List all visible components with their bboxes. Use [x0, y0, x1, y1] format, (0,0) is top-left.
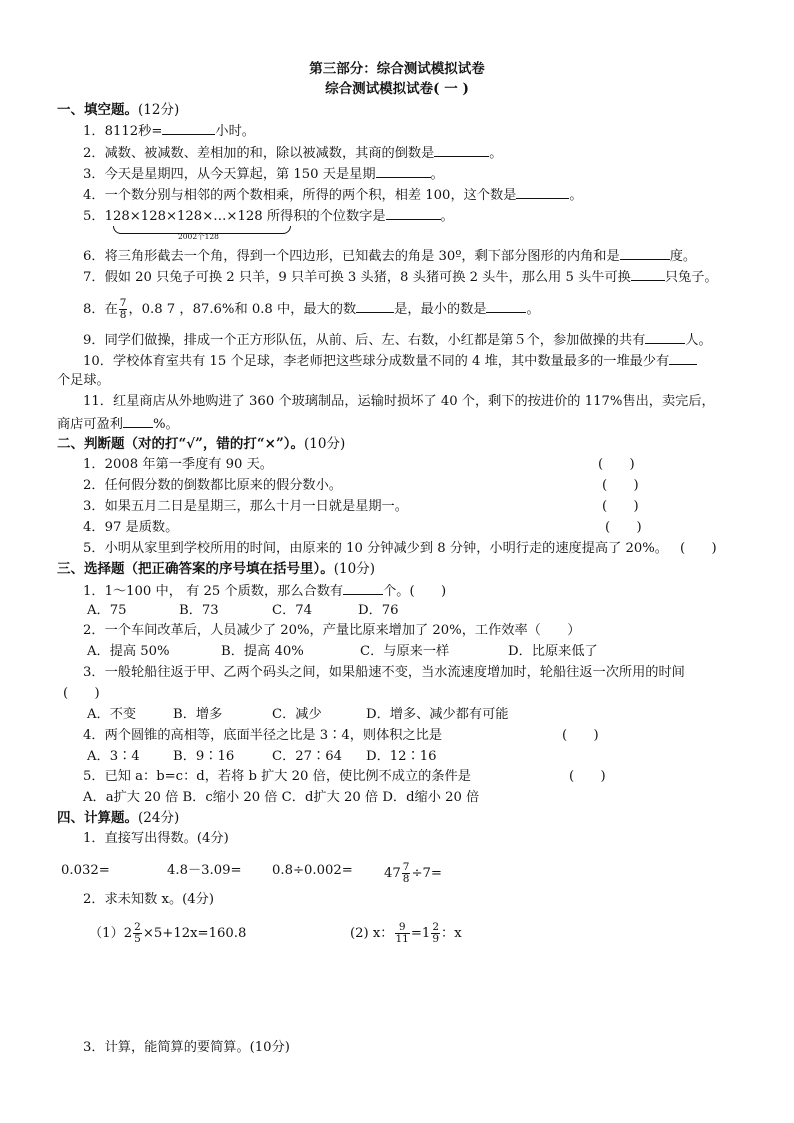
section-1-heading	[57, 101, 179, 119]
answer-blank[interactable]	[386, 206, 441, 220]
section-3-heading	[57, 560, 375, 578]
answer-blank[interactable]	[356, 299, 394, 313]
fill-q2: 2．减数、被减数、差相加的和，除以被减数，其商的倒数是 。	[83, 143, 502, 163]
option-d[interactable]: D．12∶16	[366, 749, 437, 764]
fraction: $\frac{7}{8}$	[402, 861, 410, 885]
option-a[interactable]: A．提高 50%	[87, 644, 170, 659]
answer-parenthesis[interactable]: ( )	[602, 499, 639, 514]
fill-q10-cont: 个足球。	[57, 373, 110, 388]
section-4-heading	[57, 809, 179, 827]
section-4-points: (24分)	[138, 810, 180, 826]
answer-blank[interactable]	[123, 414, 153, 428]
answer-blank[interactable]	[486, 299, 526, 313]
option-a[interactable]: A．不变	[87, 707, 137, 722]
fraction: $\frac{2}{9}$	[432, 921, 440, 945]
fill-q1: 1．8112秒= 小时。	[83, 121, 255, 141]
option-b[interactable]: B．增多	[173, 707, 223, 722]
section-1-points: (12分)	[138, 102, 180, 118]
answer-blank[interactable]	[343, 581, 383, 595]
fill-q3: 3．今天是星期四，从今天算起，第 150 天是星期 。	[83, 164, 444, 184]
fill-q6: 6．将三角形截去一个角，得到一个四边形，已知截去的角是 30º，剩下部分图形的内角和是 度。	[83, 246, 696, 266]
option-b[interactable]: B．73	[179, 603, 219, 618]
fill-q5: 5．128×128×128×…×128 所得积的个位数字是 。	[83, 206, 454, 226]
section-2-title: 二、判断题（对的打“√”，错的打“×”）。	[57, 436, 304, 452]
answer-blank[interactable]	[162, 121, 215, 135]
fraction: $\frac{2}{5}$	[134, 921, 141, 945]
fill-q7: 7．假如 20 只兔子可换 2 只羊，9 只羊可换 3 头猪，8 头猪可换 2 头牛，那么用 5 头牛可换 只兔子。	[83, 267, 718, 287]
answer-blank[interactable]	[376, 164, 431, 178]
option-a[interactable]: A．75	[87, 603, 127, 618]
choice-q1: 1．1～100 中， 有 25 个质数，那么合数有 个。( )	[83, 581, 446, 601]
judge-q3: 3．如果五月二日是星期三，那么十月一日就是星期一。	[83, 499, 408, 514]
paper-title: 综合测试模拟试卷( 一 )	[325, 81, 469, 97]
choice-q3-paren[interactable]: ( )	[63, 686, 100, 701]
option-b[interactable]: B．提高 40%	[221, 644, 304, 659]
answer-blank[interactable]	[645, 330, 685, 344]
judge-q1: 1．2008 年第一季度有 90 天。	[83, 457, 273, 472]
section-3-title: 三、选择题（把正确答案的序号填在括号里）。	[57, 561, 334, 577]
answer-blank[interactable]	[669, 351, 697, 365]
judge-q4: 4．97 是质数。	[83, 520, 179, 535]
fill-q11-cont: 商店可盈利 %。	[57, 414, 179, 434]
calc-expr-4: 47 $\frac{7}{8}$ ÷7=	[384, 861, 442, 885]
fraction: $\frac{9}{11}$	[395, 921, 409, 945]
calc-expr-2: 4.8－3.09=	[167, 863, 242, 878]
answer-blank[interactable]	[631, 267, 665, 281]
judge-q2: 2．任何假分数的倒数都比原来的假分数小。	[83, 478, 342, 493]
option-a[interactable]: A．3∶4	[87, 749, 140, 764]
section-2-heading	[57, 435, 345, 453]
answer-parenthesis[interactable]: ( )	[602, 478, 639, 493]
fill-q4: 4．一个数分别与相邻的两个数相乘，所得的两个积，相差 100，这个数是 。	[83, 185, 583, 205]
answer-parenthesis[interactable]: ( )	[569, 769, 606, 784]
part-title: 第三部分：综合测试模拟试卷	[309, 61, 485, 77]
option-d[interactable]: D．比原来低了	[508, 644, 598, 659]
calc-part3-label: 3．计算，能简算的要简算。(10分)	[83, 1040, 290, 1055]
choice-q3: 3．一般轮船往返于甲、乙两个码头之间，如果船速不变，当水流速度增加时，轮船往返一次所用的时间	[83, 665, 685, 680]
answer-blank[interactable]	[620, 246, 670, 260]
fill-q9: 9．同学们做操，排成一个正方形队伍，从前、后、左、右数，小红都是第５个，参加做操的共有 人。	[83, 330, 712, 350]
calc-part2-label: 2．求未知数 x。(4分)	[83, 892, 215, 907]
answer-blank[interactable]	[516, 185, 569, 199]
answer-parenthesis[interactable]: ( )	[598, 457, 635, 472]
answer-parenthesis[interactable]: ( )	[562, 728, 599, 743]
equation-1: （1）2 $\frac{2}{5}$ ×5+12x=160.8	[89, 921, 247, 945]
answer-blank[interactable]	[434, 143, 489, 157]
calc-expr-3: 0.8÷0.002=	[272, 863, 353, 878]
fill-q11: 11．红星商店从外地购进了 360 个玻璃制品，运输时损坏了 40 个，剩下的按进价的 117%售出，卖完后，	[83, 394, 715, 409]
equation-2: (2) x： $\frac{9}{11}$ =1 $\frac{2}{9}$ ：x	[350, 921, 462, 945]
choice-q2: 2．一个车间改革后，人员减少了 20%，产量比原来增加了 20%，工作效率（ ）	[83, 623, 581, 638]
section-2-points: (10分)	[304, 436, 346, 452]
underbrace-label: 2002个128	[178, 232, 219, 241]
section-3-points: (10分)	[333, 561, 375, 577]
answer-parenthesis[interactable]: ( )	[605, 520, 642, 535]
section-4-title: 四、计算题。	[57, 810, 138, 826]
option-d[interactable]: D．增多、减少都有可能	[366, 707, 509, 722]
option-c[interactable]: C．与原来一样	[360, 644, 450, 659]
option-d[interactable]: D．76	[358, 603, 399, 618]
choice-q4: 4．两个圆锥的高相等，底面半径之比是 3∶4，则体积之比是	[83, 728, 443, 743]
option-c[interactable]: C．74	[272, 603, 313, 618]
calc-part1-label: 1．直接写出得数。(4分)	[83, 831, 229, 846]
choice-q5-options[interactable]: A．a扩大 20 倍 B．c缩小 20 倍 C．d扩大 20 倍 D．d缩小 20 倍	[83, 790, 480, 805]
answer-parenthesis[interactable]: ( )	[680, 541, 717, 556]
fill-q10: 10．学校体育室共有 15 个足球，李老师把这些球分成数量不同的 4 堆，其中数量最多的一堆最少有	[83, 351, 697, 371]
choice-q5: 5．已知 a：b=c：d，若将 b 扩大 20 倍，使比例不成立的条件是	[83, 769, 471, 784]
section-1-title: 一、填空题。	[57, 102, 138, 118]
fill-q8: 8．在 $\frac{7}{8}$ ，0.8 7 ，87.6%和 0.8 中，最大的数 是，最小的数是 。	[83, 297, 540, 321]
option-c[interactable]: C．减少	[272, 707, 322, 722]
option-c[interactable]: C．27∶64	[272, 749, 343, 764]
calc-expr-1: 0.032=	[61, 863, 110, 878]
fraction: $\frac{7}{8}$	[119, 297, 127, 321]
judge-q5: 5．小明从家里到学校所用的时间，由原来的 10 分钟减少到 8 分钟，小明行走的速度提高了 20%。	[83, 541, 668, 556]
option-b[interactable]: B．9∶16	[173, 749, 235, 764]
